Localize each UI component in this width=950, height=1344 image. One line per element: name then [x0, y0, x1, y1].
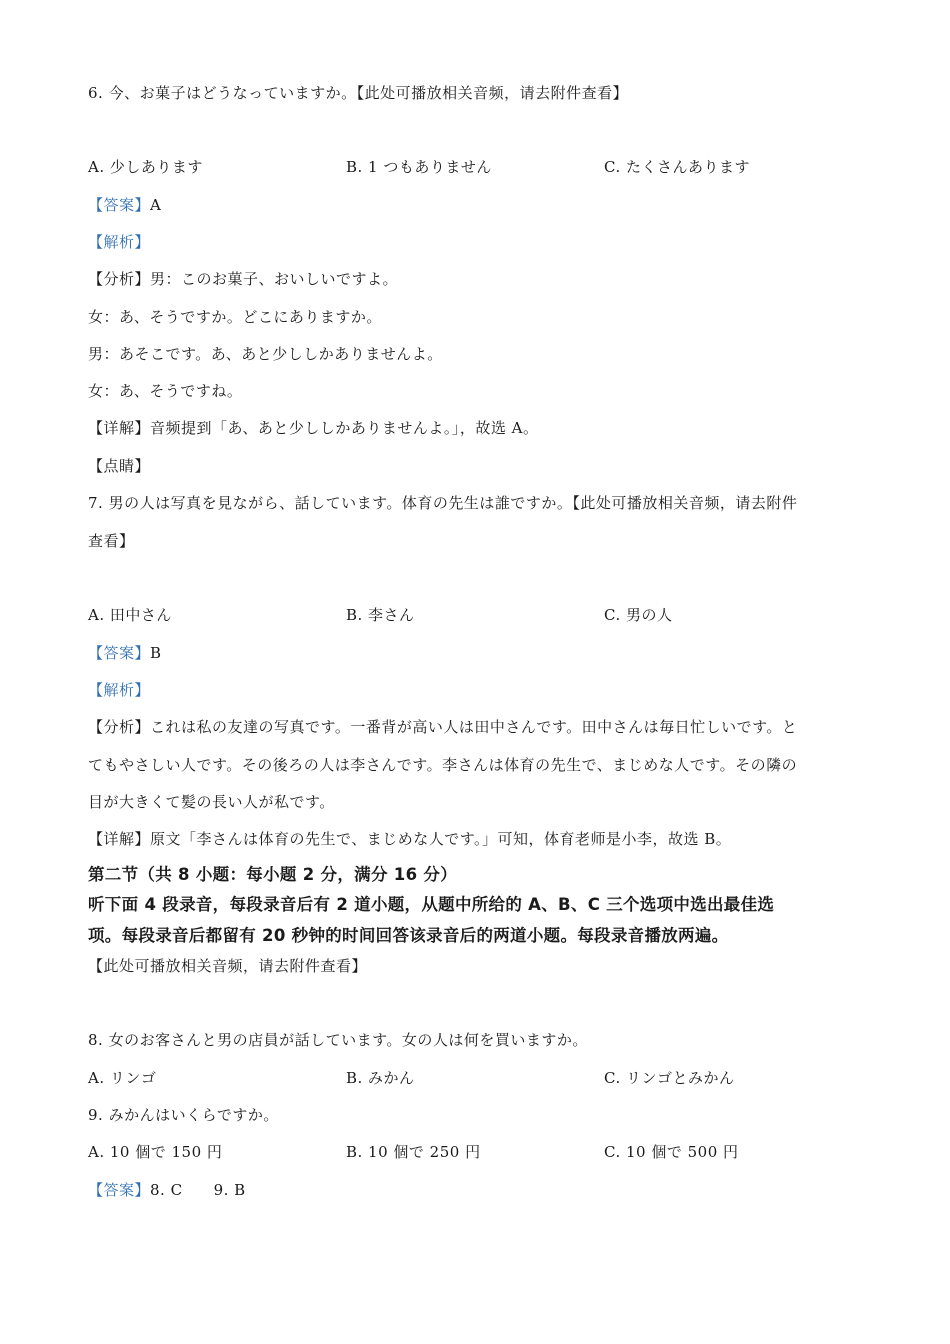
q9-question: 9. みかんはいくらですか。	[88, 1106, 279, 1124]
q8-question: 8. 女のお客さんと男の店員が話しています。女の人は何を買いますか。	[88, 1031, 588, 1049]
q7-question-line1: 7. 男の人は写真を見ながら、話しています。体育の先生は誰ですか。【此处可播放相关音频，请去附件	[88, 494, 798, 512]
q6-option-a: A. 少しあります	[88, 158, 203, 176]
answer-89: 8. C 9. B	[150, 1181, 246, 1199]
q7-fenxi-line3: 目が大きくて髪の長い人が私です。	[88, 793, 335, 811]
q7-question-line2: 查看】	[88, 532, 135, 550]
q7-detail: 原文「李さんは体育の先生で、まじめな人です。」可知，体育老师是小李，故选 B。	[150, 830, 732, 848]
section2-heading: 第二节（共 8 小题：每小题 2 分，满分 16 分）	[88, 865, 457, 884]
q7-fenxi-line1	[88, 716, 797, 737]
q6-answer-line	[88, 194, 161, 215]
q6-dialogue-2: 女：あ、そうですか。どこにありますか。	[88, 308, 382, 326]
q7-answer: B	[150, 644, 162, 662]
q7-detail-line	[88, 828, 731, 849]
q8-option-c: C. リンゴとみかん	[604, 1069, 735, 1087]
section2-audio-note: 【此处可播放相关音频，请去附件查看】	[88, 957, 368, 975]
detail-tag: 【详解】	[88, 830, 151, 848]
q6-detail: 音频提到「あ、あと少ししかありませんよ。」，故选 A。	[150, 419, 539, 437]
q6-option-b: B. 1 つもありません	[346, 158, 492, 176]
q9-option-c: C. 10 個で 500 円	[604, 1143, 739, 1161]
answer-89-line	[88, 1179, 246, 1200]
q8-option-b: B. みかん	[346, 1069, 415, 1087]
q6-dialogue-4: 女：あ、そうですね。	[88, 382, 243, 400]
q7-fenxi-text1: これは私の友達の写真です。一番背が高い人は田中さんです。田中さんは毎日忙しいです。と	[150, 718, 798, 736]
q6-answer: A	[150, 196, 162, 214]
section2-instruction-1: 听下面 4 段录音，每段录音后有 2 道小题，从题中所给的 A、B、C 三个选项中选出最佳选	[88, 895, 775, 914]
q7-option-b: B. 李さん	[346, 606, 415, 624]
q6-analysis-tag: 【解析】	[88, 233, 151, 251]
q6-dialogue-1: 男：このお菓子、おいしいですよ。	[150, 270, 399, 288]
q6-fenxi-line	[88, 268, 398, 289]
fenxi-tag: 【分析】	[88, 718, 151, 736]
q6-detail-line	[88, 417, 539, 438]
q7-fenxi-line2: てもやさしい人です。その後ろの人は李さんです。李さんは体育の先生で、まじめな人です。その隣の	[88, 756, 798, 774]
answer-tag: 【答案】	[88, 196, 151, 214]
fenxi-tag: 【分析】	[88, 270, 151, 288]
q6-dialogue-3: 男：あそこです。あ、あと少ししかありませんよ。	[88, 345, 443, 363]
answer-tag: 【答案】	[88, 1181, 151, 1199]
q7-analysis-tag: 【解析】	[88, 681, 151, 699]
q6-dianjing-tag: 【点睛】	[88, 457, 151, 475]
q7-answer-line	[88, 642, 162, 663]
section2-instruction-2: 项。每段录音后都留有 20 秒钟的时间回答该录音后的两道小题。每段录音播放两遍。	[88, 926, 729, 945]
q7-option-c: C. 男の人	[604, 606, 673, 624]
q6-option-c: C. たくさんあります	[604, 158, 750, 176]
q9-option-b: B. 10 個で 250 円	[346, 1143, 481, 1161]
q6-question: 6. 今、お菓子はどうなっていますか。【此处可播放相关音频，请去附件查看】	[88, 84, 629, 102]
q9-option-a: A. 10 個で 150 円	[88, 1143, 223, 1161]
q8-option-a: A. リンゴ	[88, 1069, 157, 1087]
detail-tag: 【详解】	[88, 419, 151, 437]
q7-option-a: A. 田中さん	[88, 606, 172, 624]
answer-tag: 【答案】	[88, 644, 151, 662]
